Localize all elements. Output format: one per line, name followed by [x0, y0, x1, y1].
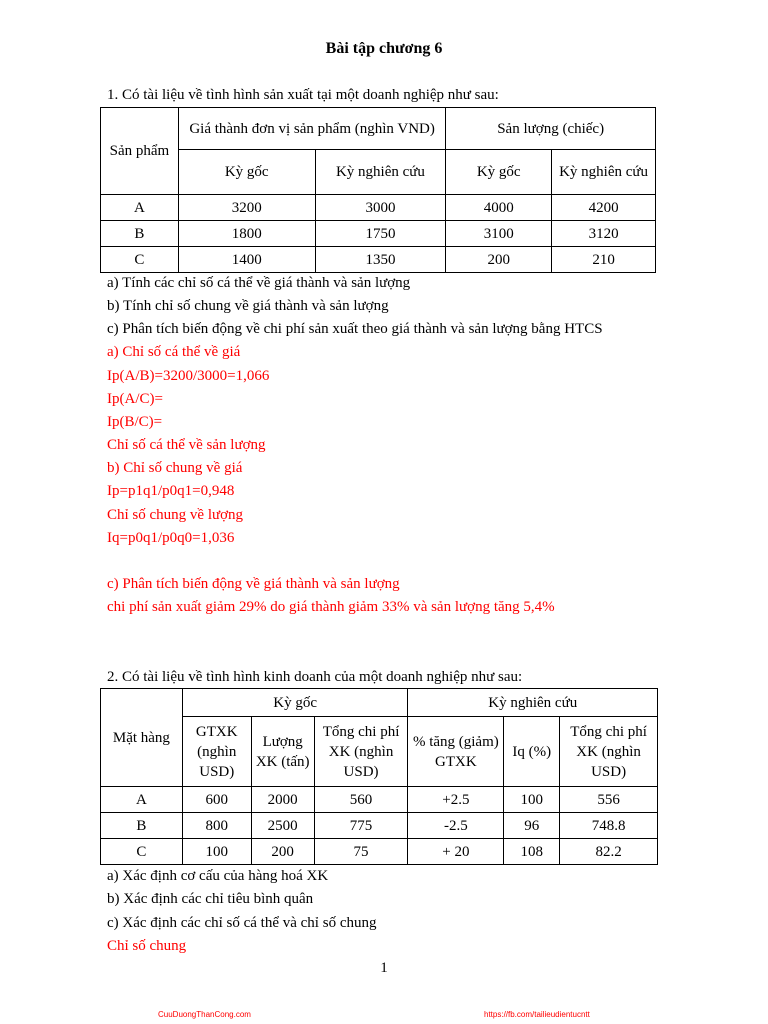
- answer-line: c) Phân tích biến động về giá thành và sản lượng: [107, 576, 400, 592]
- table-cell: 1400: [178, 247, 315, 273]
- table-cell: 82.2: [560, 839, 658, 865]
- table-cell: 3120: [552, 221, 656, 247]
- table-cell: 100: [182, 839, 251, 865]
- table-cell: 1750: [315, 221, 446, 247]
- table-header-row: [101, 108, 656, 150]
- header-iq: Iq (%): [504, 717, 560, 787]
- answer-line: chi phí sản xuất giảm 29% do giá thành giảm 33% và sản lượng tăng 5,4%: [107, 599, 555, 615]
- table-cell: 108: [504, 839, 560, 865]
- answer-line: Ip(A/C)=: [107, 391, 163, 407]
- header-price-base: Kỳ gốc: [178, 150, 315, 195]
- table-cell: A: [101, 195, 179, 221]
- table-cell: 775: [314, 813, 408, 839]
- question-2a: a) Xác định cơ cấu của hàng hoá XK: [107, 868, 329, 884]
- header-gtxk: GTXK (nghìn USD): [182, 717, 251, 787]
- table-cell: 100: [504, 787, 560, 813]
- document-title: Bài tập chương 6: [325, 40, 443, 57]
- table-cell: A: [101, 787, 183, 813]
- table-cell: 1800: [178, 221, 315, 247]
- header-gtxk-change: % tăng (giảm) GTXK: [408, 717, 504, 787]
- table-cell: 3100: [446, 221, 552, 247]
- table-cell: -2.5: [408, 813, 504, 839]
- table-subheader-row: [101, 150, 656, 195]
- table-cell: 748.8: [560, 813, 658, 839]
- table-cell: 75: [314, 839, 408, 865]
- table-header-row: [101, 689, 658, 717]
- table-cell: 800: [182, 813, 251, 839]
- header-item: Mặt hàng: [101, 689, 183, 787]
- table-cell: 560: [314, 787, 408, 813]
- question-1b: b) Tính chỉ số chung về giá thành và sản lượng: [107, 298, 389, 314]
- header-output: Sản lượng (chiếc): [446, 108, 656, 150]
- question-2b: b) Xác định các chỉ tiêu bình quân: [107, 891, 314, 907]
- table-cell: 556: [560, 787, 658, 813]
- table-cell: 200: [446, 247, 552, 273]
- table-cell: 200: [251, 839, 314, 865]
- question-1a: a) Tính các chỉ số cá thể về giá thành và sản lượng: [107, 275, 411, 291]
- question-1c: c) Phân tích biến động về chi phí sản xuất theo giá thành và sản lượng bằng HTCS: [107, 321, 603, 337]
- table-cell: 1350: [315, 247, 446, 273]
- table-subheader-row: [101, 717, 658, 787]
- answer-line: Chỉ số chung: [107, 938, 187, 954]
- table-row: [101, 195, 656, 221]
- answer-line: Iq=p0q1/p0q0=1,036: [107, 530, 235, 546]
- header-export-volume: Lượng XK (tấn): [251, 717, 314, 787]
- exercise-1-intro: 1. Có tài liệu về tình hình sản xuất tại một doanh nghiệp như sau:: [107, 87, 499, 103]
- table-row: [101, 221, 656, 247]
- table-cell: 96: [504, 813, 560, 839]
- header-unit-price: Giá thành đơn vị sản phẩm (nghìn VND): [178, 108, 445, 150]
- answer-line: b) Chỉ số chung về giá: [107, 460, 243, 476]
- table-cell: B: [101, 221, 179, 247]
- table-cell: 4200: [552, 195, 656, 221]
- header-study-period: Kỳ nghiên cứu: [408, 689, 658, 717]
- table-cell: 3000: [315, 195, 446, 221]
- header-total-cost-study: Tổng chi phí XK (nghìn USD): [560, 717, 658, 787]
- answer-line: a) Chỉ số cá thể về giá: [107, 344, 241, 360]
- answer-line: Ip=p1q1/p0q1=0,948: [107, 483, 235, 499]
- table-cell: 4000: [446, 195, 552, 221]
- header-product: Sản phẩm: [101, 108, 179, 195]
- header-output-study: Kỳ nghiên cứu: [552, 150, 656, 195]
- table-cell: +2.5: [408, 787, 504, 813]
- header-base-period: Kỳ gốc: [182, 689, 408, 717]
- header-total-cost-base: Tổng chi phí XK (nghìn USD): [314, 717, 408, 787]
- table-row: [101, 813, 658, 839]
- table-cell: C: [101, 839, 183, 865]
- table-cell: 600: [182, 787, 251, 813]
- exercise-1-table: [100, 107, 656, 273]
- exercise-2-intro: 2. Có tài liệu về tình hình kinh doanh của một doanh nghiệp như sau:: [107, 669, 523, 685]
- header-output-base: Kỳ gốc: [446, 150, 552, 195]
- table-cell: + 20: [408, 839, 504, 865]
- table-cell: 210: [552, 247, 656, 273]
- answer-line: Ip(B/C)=: [107, 414, 163, 430]
- table-row: [101, 839, 658, 865]
- footer-left-link[interactable]: CuuDuongThanCong.com: [158, 1010, 251, 1019]
- answer-line: Chỉ số cá thể về sản lượng: [107, 437, 266, 453]
- table-cell: 2500: [251, 813, 314, 839]
- table-row: [101, 247, 656, 273]
- exercise-2-table: [100, 688, 658, 865]
- table-cell: C: [101, 247, 179, 273]
- answer-line: Chỉ số chung về lượng: [107, 507, 244, 523]
- footer-right-link[interactable]: https://fb.com/tailieudientucntt: [484, 1010, 590, 1019]
- table-cell: B: [101, 813, 183, 839]
- page-number: 1: [380, 960, 388, 976]
- table-row: [101, 787, 658, 813]
- table-cell: 3200: [178, 195, 315, 221]
- table-cell: 2000: [251, 787, 314, 813]
- answer-line: Ip(A/B)=3200/3000=1,066: [107, 368, 270, 384]
- question-2c: c) Xác định các chỉ số cá thể và chỉ số chung: [107, 915, 377, 931]
- header-price-study: Kỳ nghiên cứu: [315, 150, 446, 195]
